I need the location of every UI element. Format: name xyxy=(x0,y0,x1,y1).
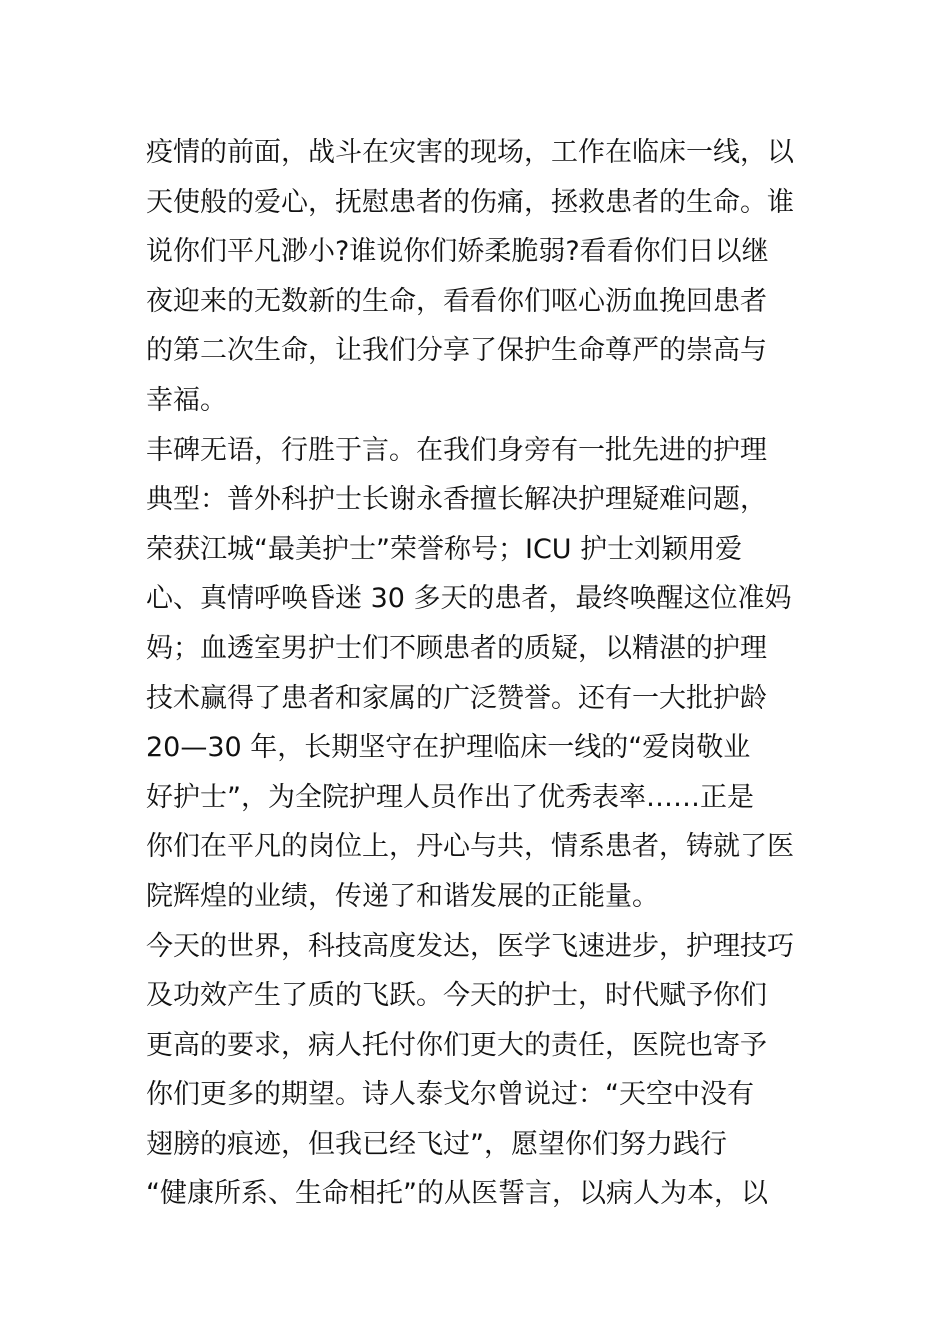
text-line: 你们在平凡的岗位上，丹心与共，情系患者，铸就了医 xyxy=(146,831,794,863)
text-line: 好护士”，为全院护理人员作出了优秀表率……正是 xyxy=(146,781,754,813)
text-line: 技术赢得了患者和家属的广泛赞誉。还有一大批护龄 xyxy=(146,682,767,714)
text-line: 及功效产生了质的飞跃。今天的护士，时代赋予你们 xyxy=(146,980,767,1012)
text-line: 院辉煌的业绩，传递了和谐发展的正能量。 xyxy=(146,880,659,912)
text-line: 你们更多的期望。诗人泰戈尔曾说过：“天空中没有 xyxy=(146,1079,754,1111)
document-page xyxy=(146,128,808,1219)
text-line: 丰碑无语，行胜于言。在我们身旁有一批先进的护理 xyxy=(146,434,767,466)
text-line: 夜迎来的无数新的生命，看看你们呕心沥血挽回患者 xyxy=(146,285,767,317)
text-line: 20—30 年，长期坚守在护理临床一线的“爱岗敬业 xyxy=(146,732,751,764)
text-line: 幸福。 xyxy=(146,384,227,416)
text-line: 疫情的前面，战斗在灾害的现场，工作在临床一线，以 xyxy=(146,137,794,168)
text-line: 心、真情呼唤昏迷 30 多天的患者，最终唤醒这位准妈 xyxy=(146,583,792,615)
text-line: 的第二次生命，让我们分享了保护生命尊严的崇高与 xyxy=(146,335,767,367)
text-line: 说你们平凡渺小?谁说你们娇柔脆弱?看看你们日以继 xyxy=(146,236,769,268)
text-line: “健康所系、生命相托”的从医誓言，以病人为本，以 xyxy=(146,1178,768,1210)
text-line: 今天的世界，科技高度发达，医学飞速进步，护理技巧 xyxy=(146,930,794,962)
text-line: 妈；血透室男护士们不顾患者的质疑，以精湛的护理 xyxy=(146,632,767,664)
text-line: 荣获江城“最美护士”荣誉称号；ICU 护士刘颖用爱 xyxy=(146,533,743,565)
text-line: 典型：普外科护士长谢永香擅长解决护理疑难问题， xyxy=(146,484,767,516)
text-line: 天使般的爱心，抚慰患者的伤痛，拯救患者的生命。谁 xyxy=(146,186,794,218)
text-line: 更高的要求，病人托付你们更大的责任，医院也寄予 xyxy=(146,1029,767,1061)
text-line: 翅膀的痕迹，但我已经飞过”，愿望你们努力践行 xyxy=(146,1128,727,1160)
